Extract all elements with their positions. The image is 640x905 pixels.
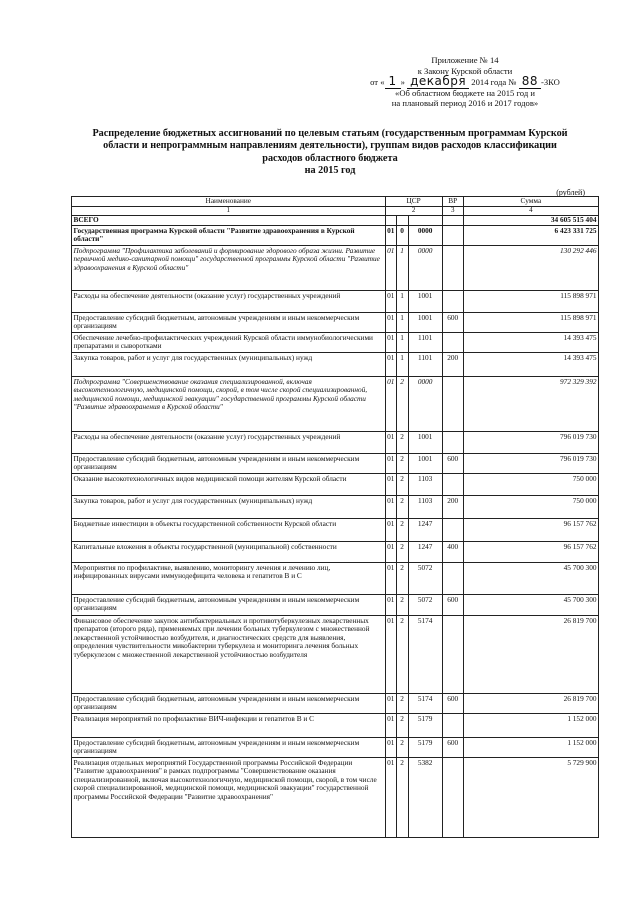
row-code-program-cell: 01: [385, 313, 396, 333]
row-name-cell: Предоставление субсидий бюджетным, автономным учреждениям и иным некоммерческим организациям: [72, 694, 386, 714]
table-row: [72, 246, 599, 291]
row-name-cell: Предоставление субсидий бюджетным, автономным учреждениям и иным некоммерческим организациям: [72, 313, 386, 333]
row-code-direction-cell: 1103: [408, 474, 442, 496]
table-row: [72, 432, 599, 454]
row-code-subprogram-cell: 2: [396, 758, 408, 838]
table-row: [72, 454, 599, 474]
row-name-cell: Предоставление субсидий бюджетным, автономным учреждениям и иным некоммерческим организациям: [72, 738, 386, 758]
handwritten-month: декабря: [407, 74, 469, 89]
row-name-cell: Обеспечение лечебно-профилактических учреждений Курской области иммунобиологическими препаратами и сыворотками: [72, 333, 386, 353]
row-code-direction-cell: 5174: [408, 694, 442, 714]
row-code-program-cell: 01: [385, 595, 396, 616]
row-code-program-cell: 01: [385, 454, 396, 474]
row-code-subprogram-cell: 2: [396, 432, 408, 454]
row-name-cell: ВСЕГО: [72, 215, 386, 226]
row-vr-cell: 200: [442, 353, 463, 377]
row-vr-cell: [442, 226, 463, 246]
row-code-direction-cell: 1247: [408, 519, 442, 542]
table-row: [72, 291, 599, 313]
row-vr-cell: [442, 333, 463, 353]
law-title-line2: на плановый период 2016 и 2017 годов»: [391, 98, 539, 109]
row-code-program-cell: 01: [385, 616, 396, 694]
row-code-direction-cell: 1001: [408, 432, 442, 454]
row-name-cell: Оказание высокотехнологичных видов медицинской помощи жителям Курской области: [72, 474, 386, 496]
row-sum-cell: 115 898 971: [463, 313, 598, 333]
row-code-program-cell: 01: [385, 714, 396, 738]
row-vr-cell: [442, 215, 463, 226]
row-sum-cell: 45 700 300: [463, 595, 598, 616]
row-code-direction-cell: 1101: [408, 333, 442, 353]
row-code-subprogram-cell: 1: [396, 333, 408, 353]
table-row: [72, 694, 599, 714]
row-vr-cell: [442, 714, 463, 738]
row-code-subprogram-cell: 1: [396, 353, 408, 377]
table-row: [72, 226, 599, 246]
row-vr-cell: [442, 519, 463, 542]
table-header-row: [72, 197, 599, 207]
row-code-direction-cell: 0000: [408, 226, 442, 246]
row-sum-cell: 115 898 971: [463, 291, 598, 313]
handwritten-day: 1: [385, 74, 401, 89]
row-sum-cell: 45 700 300: [463, 563, 598, 595]
row-code-subprogram-cell: 0: [396, 226, 408, 246]
row-code-program-cell: 01: [385, 353, 396, 377]
row-code-direction-cell: 5072: [408, 595, 442, 616]
row-vr-cell: 600: [442, 694, 463, 714]
row-code-program-cell: 01: [385, 694, 396, 714]
row-name-cell: Подпрограмма "Профилактика заболеваний и формирование здорового образа жизни. Развитие первичной медико-санитарной помощи" государственной программы Курской области "Развитие здравоохранения в Курской области": [72, 246, 386, 291]
row-code-program-cell: 01: [385, 432, 396, 454]
row-name-cell: Мероприятия по профилактике, выявлению, мониторингу лечения и лечению лиц, инфицированных вирусами иммунодефицита человека и гепатитов В и С: [72, 563, 386, 595]
table-row: [72, 738, 599, 758]
row-sum-cell: 5 729 900: [463, 758, 598, 838]
row-code-direction-cell: 1103: [408, 496, 442, 519]
row-sum-cell: 14 393 475: [463, 353, 598, 377]
table-row: [72, 333, 599, 353]
row-code-program-cell: 01: [385, 519, 396, 542]
row-sum-cell: 130 292 446: [463, 246, 598, 291]
row-code-program-cell: 01: [385, 496, 396, 519]
row-code-direction-cell: 0000: [408, 377, 442, 432]
handwritten-law-number: 88: [519, 74, 541, 89]
row-sum-cell: 750 000: [463, 474, 598, 496]
row-code-subprogram-cell: 2: [396, 377, 408, 432]
row-name-cell: Предоставление субсидий бюджетным, автономным учреждениям и иным некоммерческим организациям: [72, 454, 386, 474]
law-date-line: от « 1 » декабря 2014 года № 88 -ЗКО: [370, 74, 560, 89]
header-name: Наименование: [72, 197, 386, 207]
row-code-program-cell: 01: [385, 291, 396, 313]
table-row: [72, 474, 599, 496]
row-name-cell: Реализация отдельных мероприятий Государственной программы Российской Федерации "Развитие здравоохранения" в рамках подпрограммы "Совершенствование оказания специализированной, включая высокотехнологичную, медицинской помощи, скорой, в том числе скорой специализированной, медицинской помощи, медицинской эвакуации" государственной программы Российской Федерации "Развитие здравоохранения": [72, 758, 386, 838]
row-name-cell: Капитальные вложения в объекты государственной (муниципальной) собственности: [72, 542, 386, 563]
row-code-direction-cell: 5382: [408, 758, 442, 838]
row-code-program-cell: [385, 215, 396, 226]
row-code-subprogram-cell: 2: [396, 519, 408, 542]
row-code-direction-cell: 5072: [408, 563, 442, 595]
row-code-subprogram-cell: 1: [396, 246, 408, 291]
table-row: [72, 496, 599, 519]
row-code-subprogram-cell: 2: [396, 616, 408, 694]
row-vr-cell: [442, 246, 463, 291]
row-vr-cell: [442, 616, 463, 694]
row-vr-cell: 400: [442, 542, 463, 563]
row-vr-cell: [442, 474, 463, 496]
row-vr-cell: 600: [442, 738, 463, 758]
currency-unit: (рублей): [556, 188, 585, 197]
row-sum-cell: 1 152 000: [463, 714, 598, 738]
row-sum-cell: 750 000: [463, 496, 598, 519]
row-vr-cell: [442, 291, 463, 313]
budget-table: [71, 196, 599, 838]
row-code-subprogram-cell: 2: [396, 738, 408, 758]
row-code-program-cell: 01: [385, 738, 396, 758]
row-code-direction-cell: 5174: [408, 616, 442, 694]
row-sum-cell: 1 152 000: [463, 738, 598, 758]
row-code-program-cell: 01: [385, 758, 396, 838]
table-row: [72, 313, 599, 333]
appendix-number: Приложение № 14: [431, 55, 499, 65]
row-code-subprogram-cell: 1: [396, 291, 408, 313]
row-name-cell: Бюджетные инвестиции в объекты государственной собственности Курской области: [72, 519, 386, 542]
table-row: [72, 519, 599, 542]
row-name-cell: Реализация мероприятий по профилактике ВИЧ-инфекции и гепатитов В и С: [72, 714, 386, 738]
row-code-subprogram-cell: 1: [396, 313, 408, 333]
row-sum-cell: 26 819 700: [463, 616, 598, 694]
row-code-program-cell: 01: [385, 563, 396, 595]
row-sum-cell: 14 393 475: [463, 333, 598, 353]
table-row: [72, 563, 599, 595]
row-sum-cell: 34 605 515 404: [463, 215, 598, 226]
row-vr-cell: 200: [442, 496, 463, 519]
row-code-subprogram-cell: 2: [396, 542, 408, 563]
row-code-direction-cell: 1001: [408, 313, 442, 333]
row-vr-cell: 600: [442, 454, 463, 474]
row-code-program-cell: 01: [385, 246, 396, 291]
row-vr-cell: 600: [442, 313, 463, 333]
row-code-subprogram-cell: 2: [396, 563, 408, 595]
row-code-program-cell: 01: [385, 226, 396, 246]
table-row: [72, 595, 599, 616]
row-code-subprogram-cell: 2: [396, 694, 408, 714]
row-code-subprogram-cell: 2: [396, 496, 408, 519]
document-title: Распределение бюджетных ассигнований по целевым статьям (государственным программам Курской области и непрограммным направлениям деятельности), группам видов расходов классификации расходов областного бюджета на 2015 год: [92, 128, 568, 177]
row-vr-cell: 600: [442, 595, 463, 616]
row-sum-cell: 6 423 331 725: [463, 226, 598, 246]
row-name-cell: Закупка товаров, работ и услуг для государственных (муниципальных) нужд: [72, 353, 386, 377]
row-name-cell: Расходы на обеспечение деятельности (оказание услуг) государственных учреждений: [72, 432, 386, 454]
table-row: [72, 758, 599, 838]
row-code-direction-cell: 5179: [408, 738, 442, 758]
row-code-program-cell: 01: [385, 474, 396, 496]
row-code-subprogram-cell: 2: [396, 454, 408, 474]
row-code-subprogram-cell: 2: [396, 474, 408, 496]
row-code-direction-cell: 1001: [408, 454, 442, 474]
row-code-direction-cell: [408, 215, 442, 226]
row-code-program-cell: 01: [385, 542, 396, 563]
table-row: [72, 714, 599, 738]
table-row: [72, 616, 599, 694]
row-vr-cell: [442, 758, 463, 838]
row-name-cell: Расходы на обеспечение деятельности (оказание услуг) государственных учреждений: [72, 291, 386, 313]
row-code-direction-cell: 1001: [408, 291, 442, 313]
row-code-direction-cell: 5179: [408, 714, 442, 738]
header-csr: ЦСР: [385, 197, 442, 207]
table-row: [72, 377, 599, 432]
row-sum-cell: 96 157 762: [463, 542, 598, 563]
row-sum-cell: 96 157 762: [463, 519, 598, 542]
row-sum-cell: 796 019 730: [463, 454, 598, 474]
appendix-header: [350, 55, 580, 109]
table-row: [72, 353, 599, 377]
table-row: [72, 542, 599, 563]
row-code-direction-cell: 1101: [408, 353, 442, 377]
row-name-cell: Подпрограмма "Совершенствование оказания специализированной, включая высокотехнологичную, медицинской помощи, скорой, в том числе скорой специализированной, медицинской помощи, медицинской эвакуации" государственной программы Курской области "Развитие здравоохранения в Курской области": [72, 377, 386, 432]
header-vr: ВР: [442, 197, 463, 207]
row-code-subprogram-cell: 2: [396, 595, 408, 616]
row-vr-cell: [442, 563, 463, 595]
row-sum-cell: 26 819 700: [463, 694, 598, 714]
row-code-subprogram-cell: [396, 215, 408, 226]
row-code-program-cell: 01: [385, 333, 396, 353]
table-body: [72, 215, 599, 838]
row-name-cell: Закупка товаров, работ и услуг для государственных (муниципальных) нужд: [72, 496, 386, 519]
row-name-cell: Государственная программа Курской области "Развитие здравоохранения в Курской области": [72, 226, 386, 246]
table-index-row: 1 2 3 4: [72, 206, 599, 215]
row-vr-cell: [442, 377, 463, 432]
row-code-program-cell: 01: [385, 377, 396, 432]
row-vr-cell: [442, 432, 463, 454]
table-row: [72, 215, 599, 226]
law-reference: к Закону Курской области: [417, 65, 513, 76]
law-title-line1: «Об областном бюджете на 2015 год и: [395, 87, 535, 98]
row-code-direction-cell: 0000: [408, 246, 442, 291]
row-sum-cell: 796 019 730: [463, 432, 598, 454]
row-code-subprogram-cell: 2: [396, 714, 408, 738]
row-code-direction-cell: 1247: [408, 542, 442, 563]
header-sum: Сумма: [463, 197, 598, 207]
row-sum-cell: 972 329 392: [463, 377, 598, 432]
row-name-cell: Финансовое обеспечение закупок антибактериальных и противотуберкулезных лекарственных препаратов (второго ряда), применяемых при лечении больных туберкулезом с множественной лекарственной устойчивостью возбудителя, и диагностических средств для выявления, определения чувствительности микобактерии туберкулеза и мониторинга лечения больных туберкулезом с множественной лекарственной устойчивостью возбудителя: [72, 616, 386, 694]
row-name-cell: Предоставление субсидий бюджетным, автономным учреждениям и иным некоммерческим организациям: [72, 595, 386, 616]
